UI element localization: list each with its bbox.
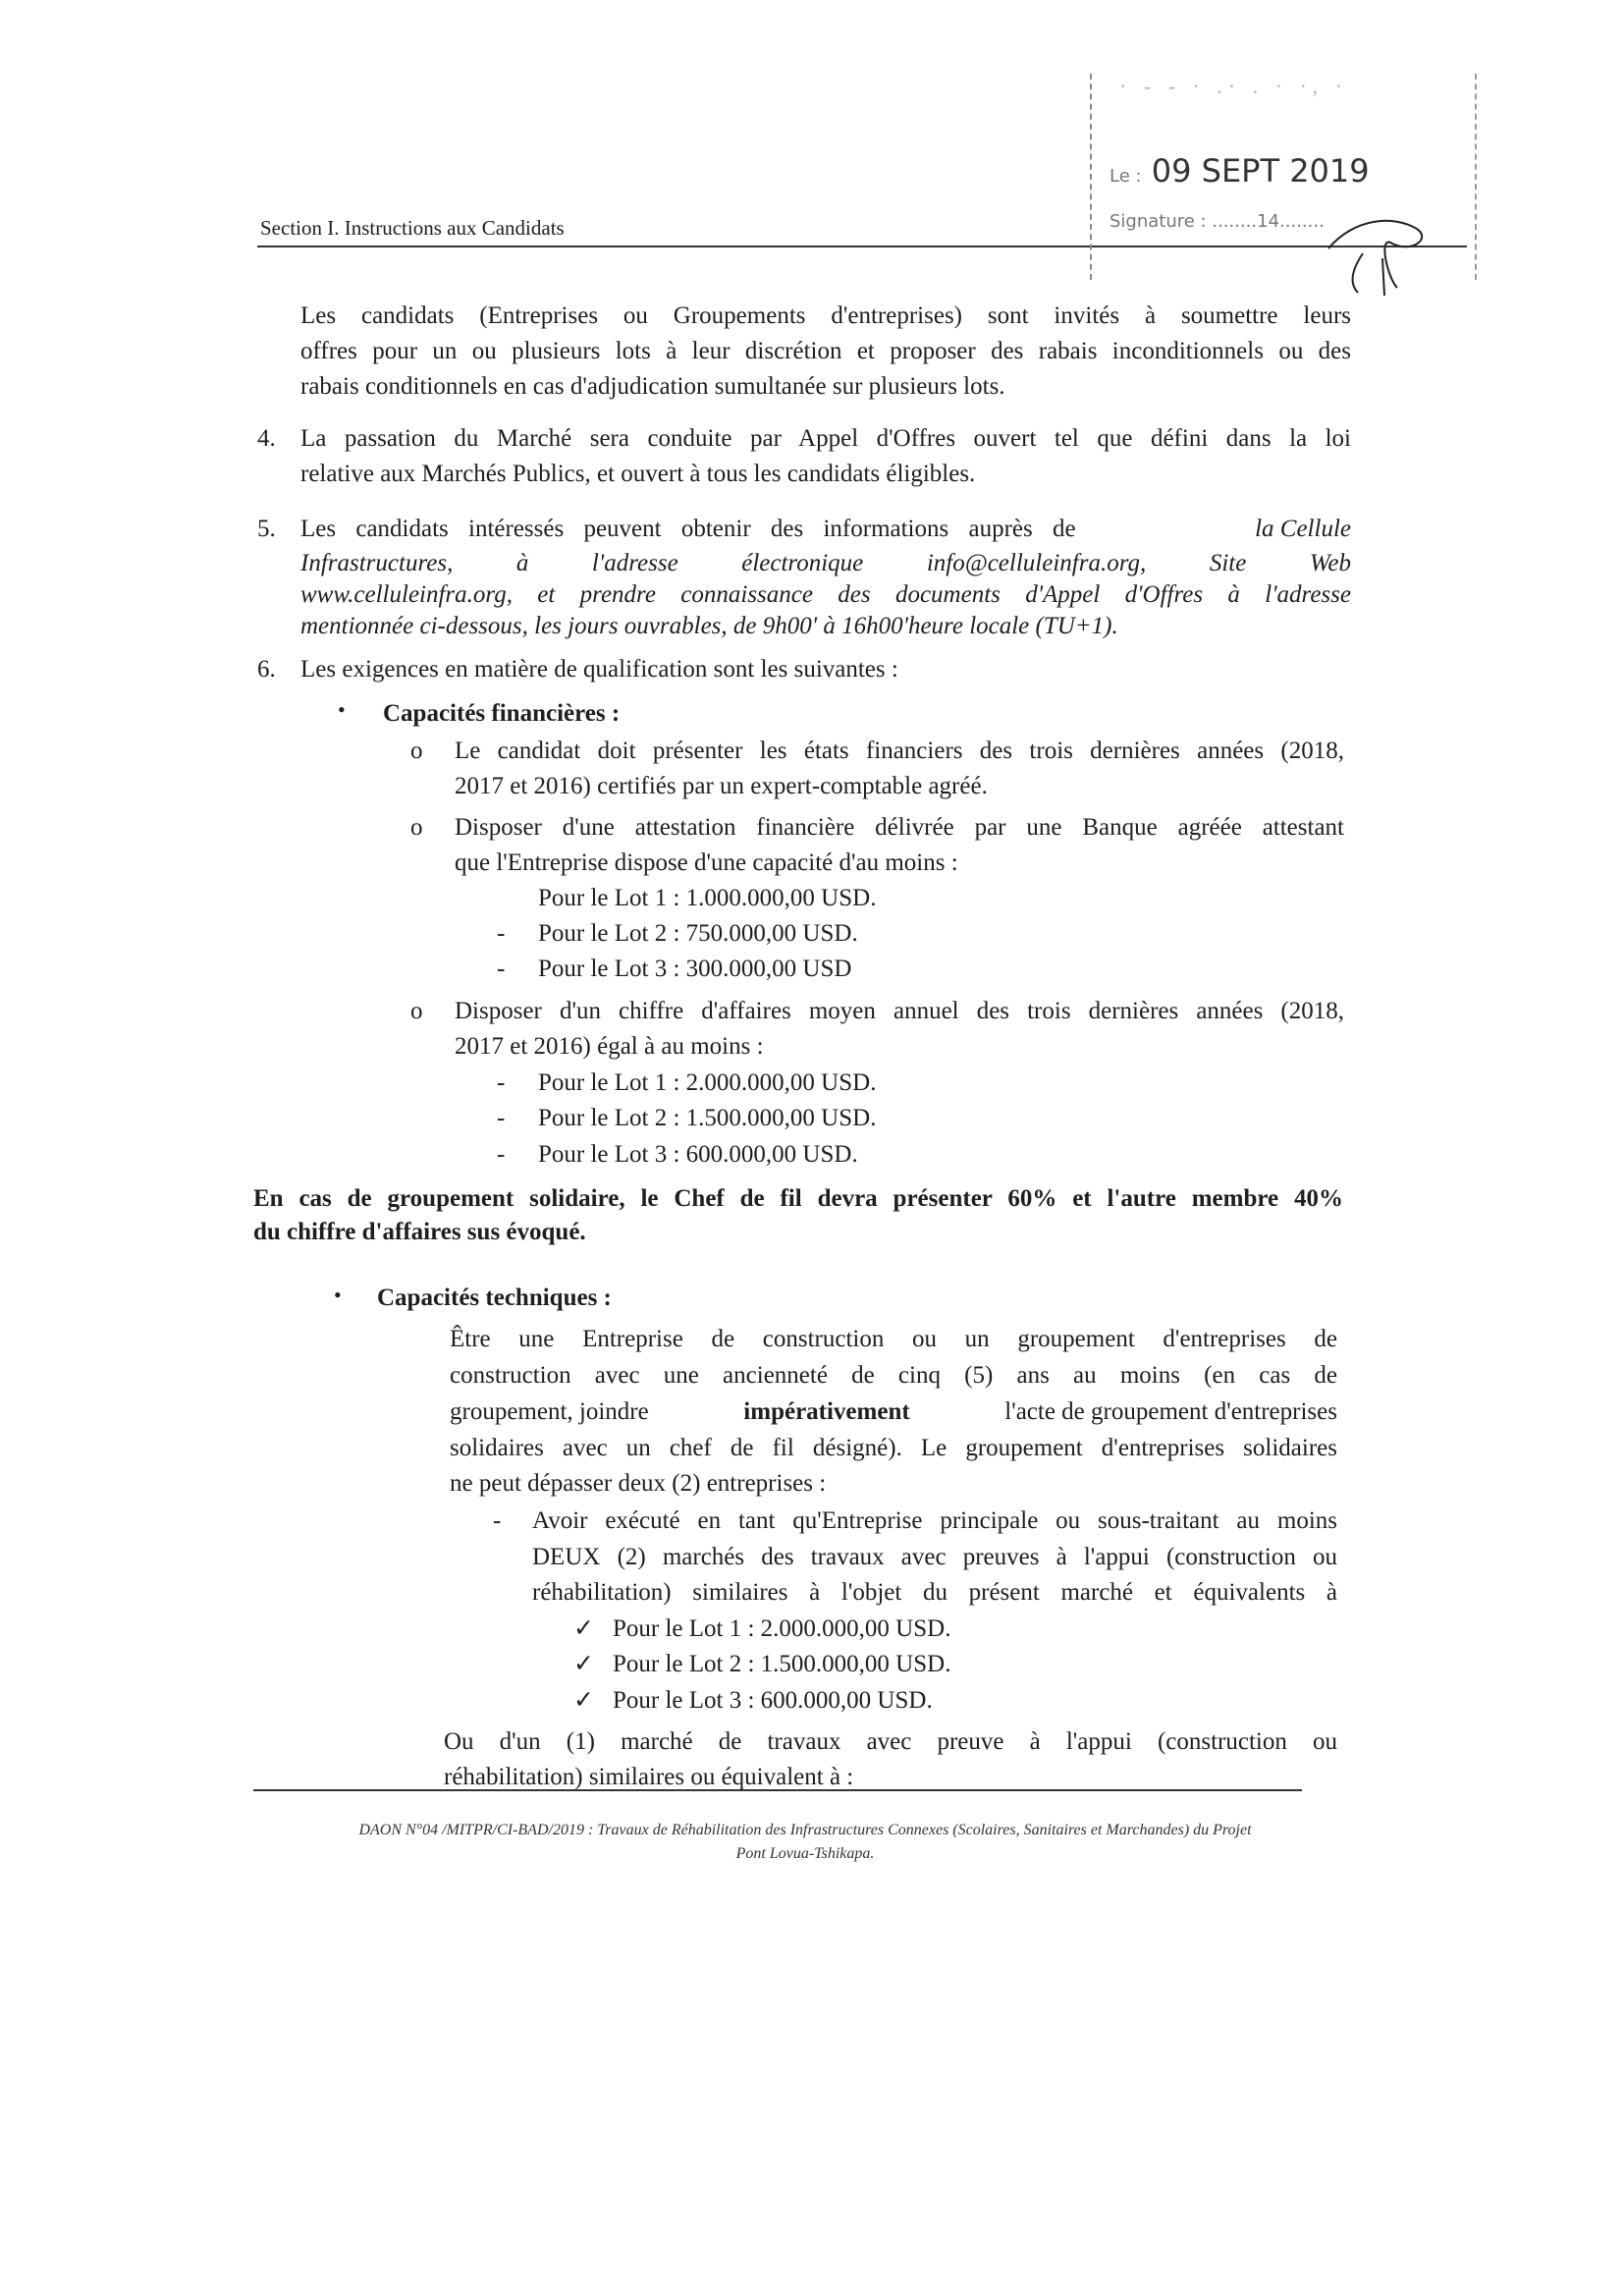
reception-stamp [1090, 64, 1475, 290]
item-6-number: 6. [257, 656, 276, 683]
financial-b2-lot-1: Pour le Lot 1 : 1.000.000,00 USD. [538, 885, 877, 911]
intro-line-1: Les candidats (Entreprises ou Groupements d'entreprises) sont invités à soumettre leurs [300, 302, 1351, 329]
technical-lot-2: Pour le Lot 2 : 1.500.000,00 USD. [613, 1651, 951, 1677]
dash-icon: - [497, 956, 506, 982]
bullet-icon: • [338, 697, 346, 722]
stamp-date-line [1110, 152, 1370, 190]
circle-bullet-icon: o [410, 738, 423, 764]
technical-dash-line-2: DEUX (2) marchés des travaux avec preuves à l'appui (construction ou [532, 1544, 1337, 1570]
stamp-faint-text: · - - · .· . · ·, · [1119, 74, 1349, 98]
technical-or-line-1: Ou d'un (1) marché de travaux avec preuve à l'appui (construction ou [444, 1728, 1337, 1755]
financial-title: Capacités financières : [383, 700, 621, 727]
intro-line-3: rabais conditionnels en cas d'adjudication sumultanée sur plusieurs lots. [300, 373, 1005, 400]
item-5-line-1-text: Les candidats intéressés peuvent obtenir des informations auprès de [300, 516, 1076, 542]
technical-p-line-3-a: groupement, joindre [450, 1398, 649, 1425]
circle-bullet-icon: o [410, 998, 423, 1024]
stamp-signature-tail: ........ [1279, 211, 1325, 232]
financial-b3-lot-2: Pour le Lot 2 : 1.500.000,00 USD. [538, 1105, 877, 1131]
footer-line-1: DAON N°04 /MITPR/CI-BAD/2019 : Travaux de Réhabilitation des Infrastructures Connexes (Scolaires, Sanitaires et Marchandes) du Projet [358, 1822, 1252, 1838]
dash-icon: - [497, 1105, 506, 1131]
item-5-number: 5. [257, 516, 276, 542]
item-5-line-1 [300, 512, 1351, 547]
financial-b2-lot-2: Pour le Lot 2 : 750.000,00 USD. [538, 920, 858, 947]
item-5-line-4: mentionnée ci-dessous, les jours ouvrables, de 9h00' à 16h00'heure locale (TU+1). [300, 613, 1118, 639]
item-5-line-2: Infrastructures, à l'adresse électronique info@celluleinfra.org, Site Web [300, 550, 1351, 576]
item-4-line-2: relative aux Marchés Publics, et ouvert à tous les candidats éligibles. [300, 461, 976, 487]
footer-rule [253, 1789, 1302, 1791]
dash-icon: - [497, 1141, 506, 1168]
technical-or-line-2: réhabilitation) similaires ou équivalent à : [444, 1764, 854, 1790]
technical-lot-1: Pour le Lot 1 : 2.000.000,00 USD. [613, 1615, 951, 1642]
financial-b3-lot-1: Pour le Lot 1 : 2.000.000,00 USD. [538, 1069, 877, 1096]
check-icon: ✓ [573, 1687, 594, 1714]
consortium-note-line-1: En cas de groupement solidaire, le Chef de fil devra présenter 60% et l'autre membre 40% [253, 1185, 1343, 1212]
financial-b3-lot-3: Pour le Lot 3 : 600.000,00 USD. [538, 1141, 858, 1168]
technical-dash-line-3: réhabilitation) similaires à l'objet du présent marché et équivalents à [532, 1579, 1337, 1606]
financial-b1-line-1: Le candidat doit présenter les états financiers des trois dernières années (2018, [455, 738, 1344, 764]
technical-dash-line-1: Avoir exécuté en tant qu'Entreprise principale ou sous-traitant au moins [532, 1507, 1337, 1534]
circle-bullet-icon: o [410, 814, 423, 841]
technical-p-line-1: Être une Entreprise de construction ou un groupement d'entreprises de [450, 1326, 1337, 1352]
stamp-date-label: Le : [1110, 166, 1142, 187]
financial-b2-line-1: Disposer d'une attestation financière délivrée par une Banque agréée attestant [455, 814, 1344, 841]
footer-reference [245, 1819, 1365, 1866]
technical-p-line-5: ne peut dépasser deux (2) entreprises : [450, 1470, 827, 1497]
item-4-number: 4. [257, 425, 276, 452]
technical-p-line-4: solidaires avec un chef de fil désigné). Le groupement d'entreprises solidaires [450, 1435, 1337, 1461]
item-5-line-3: www.celluleinfra.org, et prendre connaissance des documents d'Appel d'Offres à l'adresse [300, 581, 1351, 608]
financial-b3-line-2: 2017 et 2016) égal à au moins : [455, 1033, 764, 1060]
stamp-date: 09 SEPT 2019 [1151, 152, 1370, 190]
technical-p-line-3-c: l'acte de groupement d'entreprises [1004, 1398, 1337, 1425]
intro-line-2: offres pour un ou plusieurs lots à leur discrétion et proposer des rabais inconditionnels ou des [300, 338, 1351, 364]
item-4-line-1: La passation du Marché sera conduite par Appel d'Offres ouvert tel que défini dans la loi [300, 425, 1351, 452]
check-icon: ✓ [573, 1651, 594, 1677]
dash-icon: - [497, 1069, 506, 1096]
handwritten-signature-icon [1324, 209, 1441, 298]
financial-b2-line-2: que l'Entreprise dispose d'une capacité d'au moins : [455, 849, 958, 876]
check-icon: ✓ [573, 1615, 594, 1642]
item-6-text: Les exigences en matière de qualification sont les suivantes : [300, 656, 898, 683]
bullet-icon: • [334, 1283, 342, 1307]
financial-b1-line-2: 2017 et 2016) certifiés par un expert-comptable agréé. [455, 773, 988, 799]
stamp-signature-label: Signature : ........14 [1110, 211, 1280, 232]
technical-p-line-3-emphasis: impérativement [743, 1398, 910, 1425]
financial-b2-lot-3: Pour le Lot 3 : 300.000,00 USD [538, 956, 852, 982]
stamp-signature-line [1110, 211, 1325, 232]
consortium-note-line-2: du chiffre d'affaires sus évoqué. [253, 1219, 586, 1245]
dash-icon: - [493, 1507, 502, 1534]
technical-p-line-3 [450, 1394, 1337, 1430]
footer-line-2: Pont Lovua-Tshikapa. [735, 1845, 875, 1862]
technical-lot-3: Pour le Lot 3 : 600.000,00 USD. [613, 1687, 933, 1714]
technical-p-line-2: construction avec une ancienneté de cinq (5) ans au moins (en cas de [450, 1362, 1337, 1389]
item-5-line-1-entity: la Cellule [1255, 516, 1351, 542]
technical-title: Capacités techniques : [377, 1285, 612, 1311]
financial-b3-line-1: Disposer d'un chiffre d'affaires moyen annuel des trois dernières années (2018, [455, 998, 1344, 1024]
section-title: Section I. Instructions aux Candidats [260, 216, 565, 240]
dash-icon: - [497, 920, 506, 947]
